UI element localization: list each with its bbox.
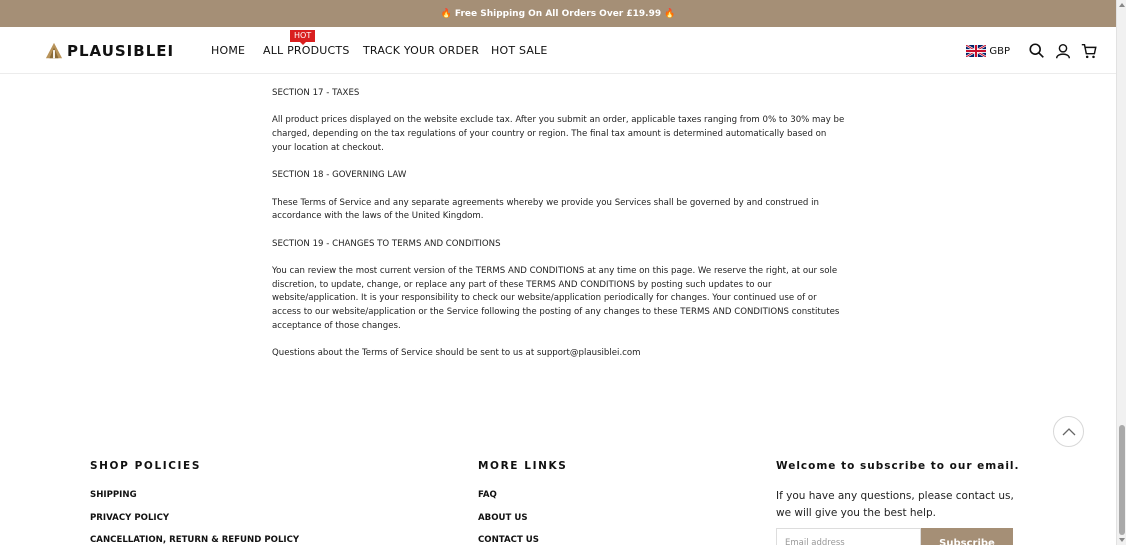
section-19-body: You can review the most current version of the TERMS AND CONDITIONS at any time on this page. We reserve the right, at our sole discretion, to update, change, or replace any part of these TERMS AND CONDITIONS by posting such updates to our website/application. It is your responsibility to check our website/application periodically for changes. Your continued use of or access to our website/application or the Service following the posting of any changes to these TERMS AND CONDITIONS constitutes acceptance of those changes. [272,266,840,331]
faq-link[interactable]: FAQ [478,490,497,500]
subscribe-text: If you have any questions, please contact us, we will give you the best help. [776,490,1014,519]
header-tools [966,41,1098,61]
shop-policies-title: SHOP POLICIES [90,460,201,472]
nav-hot-sale[interactable]: HOT SALE [491,44,548,57]
scroll-down-arrow-icon[interactable] [1119,538,1125,542]
hot-badge: HOT [290,30,315,42]
footer-more-links [478,460,567,545]
section-17-body: All product prices displayed on the website exclude tax. After you submit an order, applicable taxes ranging from 0% to 30% may be charged, depending on the tax regulations of your country or region. The final tax amount is determined automatically based on your location at checkout. [272,115,845,153]
fire-icon: 🔥 [440,8,452,19]
section-18-title: SECTION 18 - GOVERNING LAW [272,170,407,181]
subscribe-form [776,528,1013,545]
section-18-body: These Terms of Service and any separate agreements whereby we provide you Services shall be governed by and construed in accordance with the laws of the United Kingdom. [272,197,819,222]
chevron-up-icon [1062,428,1076,436]
section-17-title: SECTION 17 - TAXES [272,88,360,98]
search-icon[interactable] [1028,42,1046,60]
shipping-link[interactable]: SHIPPING [90,490,137,500]
privacy-policy-link[interactable]: PRIVACY POLICY [90,512,170,523]
section-19-title: SECTION 19 - CHANGES TO TERMS AND CONDITIONS [272,238,501,249]
footer-shop-policies [90,460,299,545]
back-to-top-button[interactable] [1053,416,1084,447]
scroll-up-arrow-icon[interactable] [1119,3,1125,7]
email-input[interactable] [776,528,921,545]
brand-name: PLAUSIBLEI [67,42,175,60]
page-scrollbar[interactable] [1116,0,1126,545]
contact-us-link[interactable]: CONTACT US [478,535,539,545]
refund-policy-link[interactable]: CANCELLATION, RETURN & REFUND POLICY [90,535,300,545]
footer-subscribe [776,460,1021,522]
contact-line: Questions about the Terms of Service should be sent to us at support@plausiblei.com [272,348,641,359]
uk-flag-icon [966,45,986,57]
subscribe-title: Welcome to subscribe to our email. [776,460,1020,472]
announcement-bar [0,0,1116,27]
currency-code: GBP [989,45,1010,57]
scroll-thumb[interactable] [1119,425,1125,535]
more-links-title: MORE LINKS [478,460,568,472]
about-us-link[interactable]: ABOUT US [478,512,528,523]
site-header [0,27,1116,74]
nav-track-order[interactable]: TRACK YOUR ORDER [363,44,480,57]
account-icon[interactable] [1054,42,1072,60]
nav-all-products[interactable]: ALL PRODUCTS [263,44,350,57]
subscribe-button[interactable]: Subscribe [921,528,1013,545]
announcement-text: Free Shipping On All Orders Over £19.99 [454,8,662,19]
main-nav [0,27,700,74]
currency-selector[interactable] [966,45,1010,57]
nav-home[interactable]: HOME [211,44,246,57]
cart-icon[interactable] [1080,42,1098,60]
fire-icon: 🔥 [664,8,676,19]
terms-content [272,87,847,375]
